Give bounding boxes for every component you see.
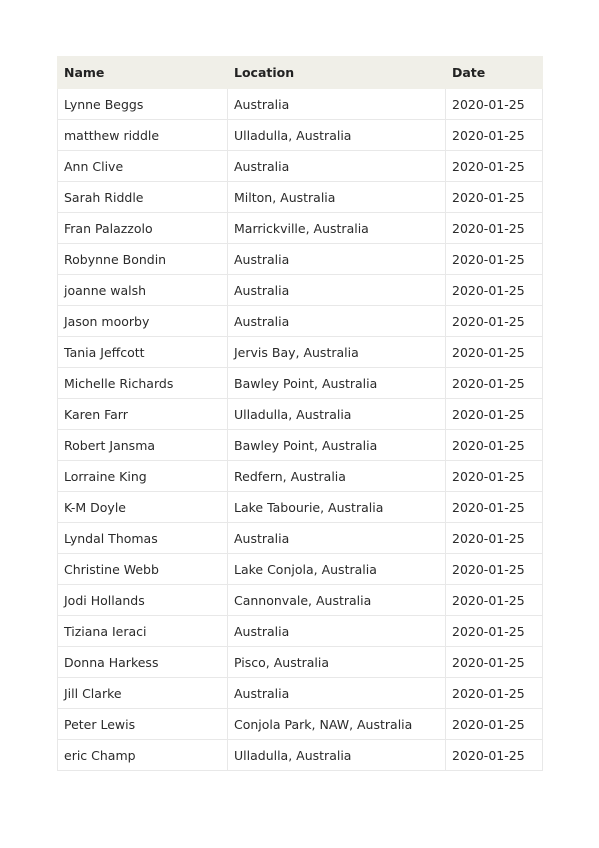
table-body	[58, 89, 543, 771]
cell-date: 2020-01-25	[446, 368, 543, 399]
cell-location: Marrickville, Australia	[228, 213, 446, 244]
table-row	[58, 182, 543, 213]
cell-date: 2020-01-25	[446, 585, 543, 616]
cell-date: 2020-01-25	[446, 213, 543, 244]
table-row	[58, 430, 543, 461]
cell-name: Ann Clive	[58, 151, 228, 182]
cell-date: 2020-01-25	[446, 709, 543, 740]
cell-date: 2020-01-25	[446, 647, 543, 678]
cell-date: 2020-01-25	[446, 182, 543, 213]
cell-location: Australia	[228, 616, 446, 647]
cell-location: Pisco, Australia	[228, 647, 446, 678]
table-row	[58, 89, 543, 120]
cell-name: Lorraine King	[58, 461, 228, 492]
cell-location: Ulladulla, Australia	[228, 120, 446, 151]
header-row	[58, 57, 543, 89]
cell-location: Milton, Australia	[228, 182, 446, 213]
table-row	[58, 399, 543, 430]
table-row	[58, 306, 543, 337]
cell-date: 2020-01-25	[446, 616, 543, 647]
cell-location: Australia	[228, 523, 446, 554]
cell-name: Jill Clarke	[58, 678, 228, 709]
cell-date: 2020-01-25	[446, 151, 543, 182]
table-row	[58, 275, 543, 306]
cell-location: Lake Tabourie, Australia	[228, 492, 446, 523]
header-location: Location	[228, 57, 446, 89]
cell-name: Robynne Bondin	[58, 244, 228, 275]
cell-location: Ulladulla, Australia	[228, 740, 446, 771]
cell-location: Conjola Park, NAW, Australia	[228, 709, 446, 740]
cell-location: Australia	[228, 678, 446, 709]
header-date: Date	[446, 57, 543, 89]
cell-location: Cannonvale, Australia	[228, 585, 446, 616]
cell-date: 2020-01-25	[446, 120, 543, 151]
table-row	[58, 120, 543, 151]
table-row	[58, 213, 543, 244]
signatures-table	[57, 56, 543, 771]
cell-location: Australia	[228, 306, 446, 337]
cell-location: Bawley Point, Australia	[228, 430, 446, 461]
cell-name: Fran Palazzolo	[58, 213, 228, 244]
cell-date: 2020-01-25	[446, 306, 543, 337]
cell-name: Donna Harkess	[58, 647, 228, 678]
cell-date: 2020-01-25	[446, 89, 543, 120]
table-row	[58, 678, 543, 709]
table-row	[58, 244, 543, 275]
cell-name: Sarah Riddle	[58, 182, 228, 213]
cell-name: Michelle Richards	[58, 368, 228, 399]
cell-name: Lynne Beggs	[58, 89, 228, 120]
cell-location: Australia	[228, 244, 446, 275]
cell-location: Jervis Bay, Australia	[228, 337, 446, 368]
cell-name: Christine Webb	[58, 554, 228, 585]
table-row	[58, 492, 543, 523]
cell-location: Australia	[228, 275, 446, 306]
cell-name: Tiziana Ieraci	[58, 616, 228, 647]
table-row	[58, 337, 543, 368]
cell-date: 2020-01-25	[446, 275, 543, 306]
cell-date: 2020-01-25	[446, 523, 543, 554]
table-row	[58, 709, 543, 740]
table-row	[58, 554, 543, 585]
table-row	[58, 461, 543, 492]
cell-name: Karen Farr	[58, 399, 228, 430]
table-row	[58, 740, 543, 771]
cell-name: matthew riddle	[58, 120, 228, 151]
cell-date: 2020-01-25	[446, 337, 543, 368]
cell-location: Ulladulla, Australia	[228, 399, 446, 430]
cell-date: 2020-01-25	[446, 399, 543, 430]
cell-name: K-M Doyle	[58, 492, 228, 523]
cell-name: Robert Jansma	[58, 430, 228, 461]
table-row	[58, 616, 543, 647]
table-row	[58, 585, 543, 616]
cell-name: Jodi Hollands	[58, 585, 228, 616]
cell-date: 2020-01-25	[446, 492, 543, 523]
cell-date: 2020-01-25	[446, 554, 543, 585]
header-name: Name	[58, 57, 228, 89]
table-row	[58, 368, 543, 399]
cell-location: Bawley Point, Australia	[228, 368, 446, 399]
cell-name: eric Champ	[58, 740, 228, 771]
cell-name: joanne walsh	[58, 275, 228, 306]
cell-date: 2020-01-25	[446, 244, 543, 275]
cell-date: 2020-01-25	[446, 678, 543, 709]
table-row	[58, 151, 543, 182]
cell-name: Peter Lewis	[58, 709, 228, 740]
cell-date: 2020-01-25	[446, 430, 543, 461]
table-row	[58, 523, 543, 554]
cell-location: Redfern, Australia	[228, 461, 446, 492]
cell-location: Lake Conjola, Australia	[228, 554, 446, 585]
cell-location: Australia	[228, 151, 446, 182]
cell-name: Jason moorby	[58, 306, 228, 337]
cell-date: 2020-01-25	[446, 740, 543, 771]
cell-location: Australia	[228, 89, 446, 120]
cell-name: Lyndal Thomas	[58, 523, 228, 554]
table-row	[58, 647, 543, 678]
cell-date: 2020-01-25	[446, 461, 543, 492]
table-header	[58, 57, 543, 89]
cell-name: Tania Jeffcott	[58, 337, 228, 368]
